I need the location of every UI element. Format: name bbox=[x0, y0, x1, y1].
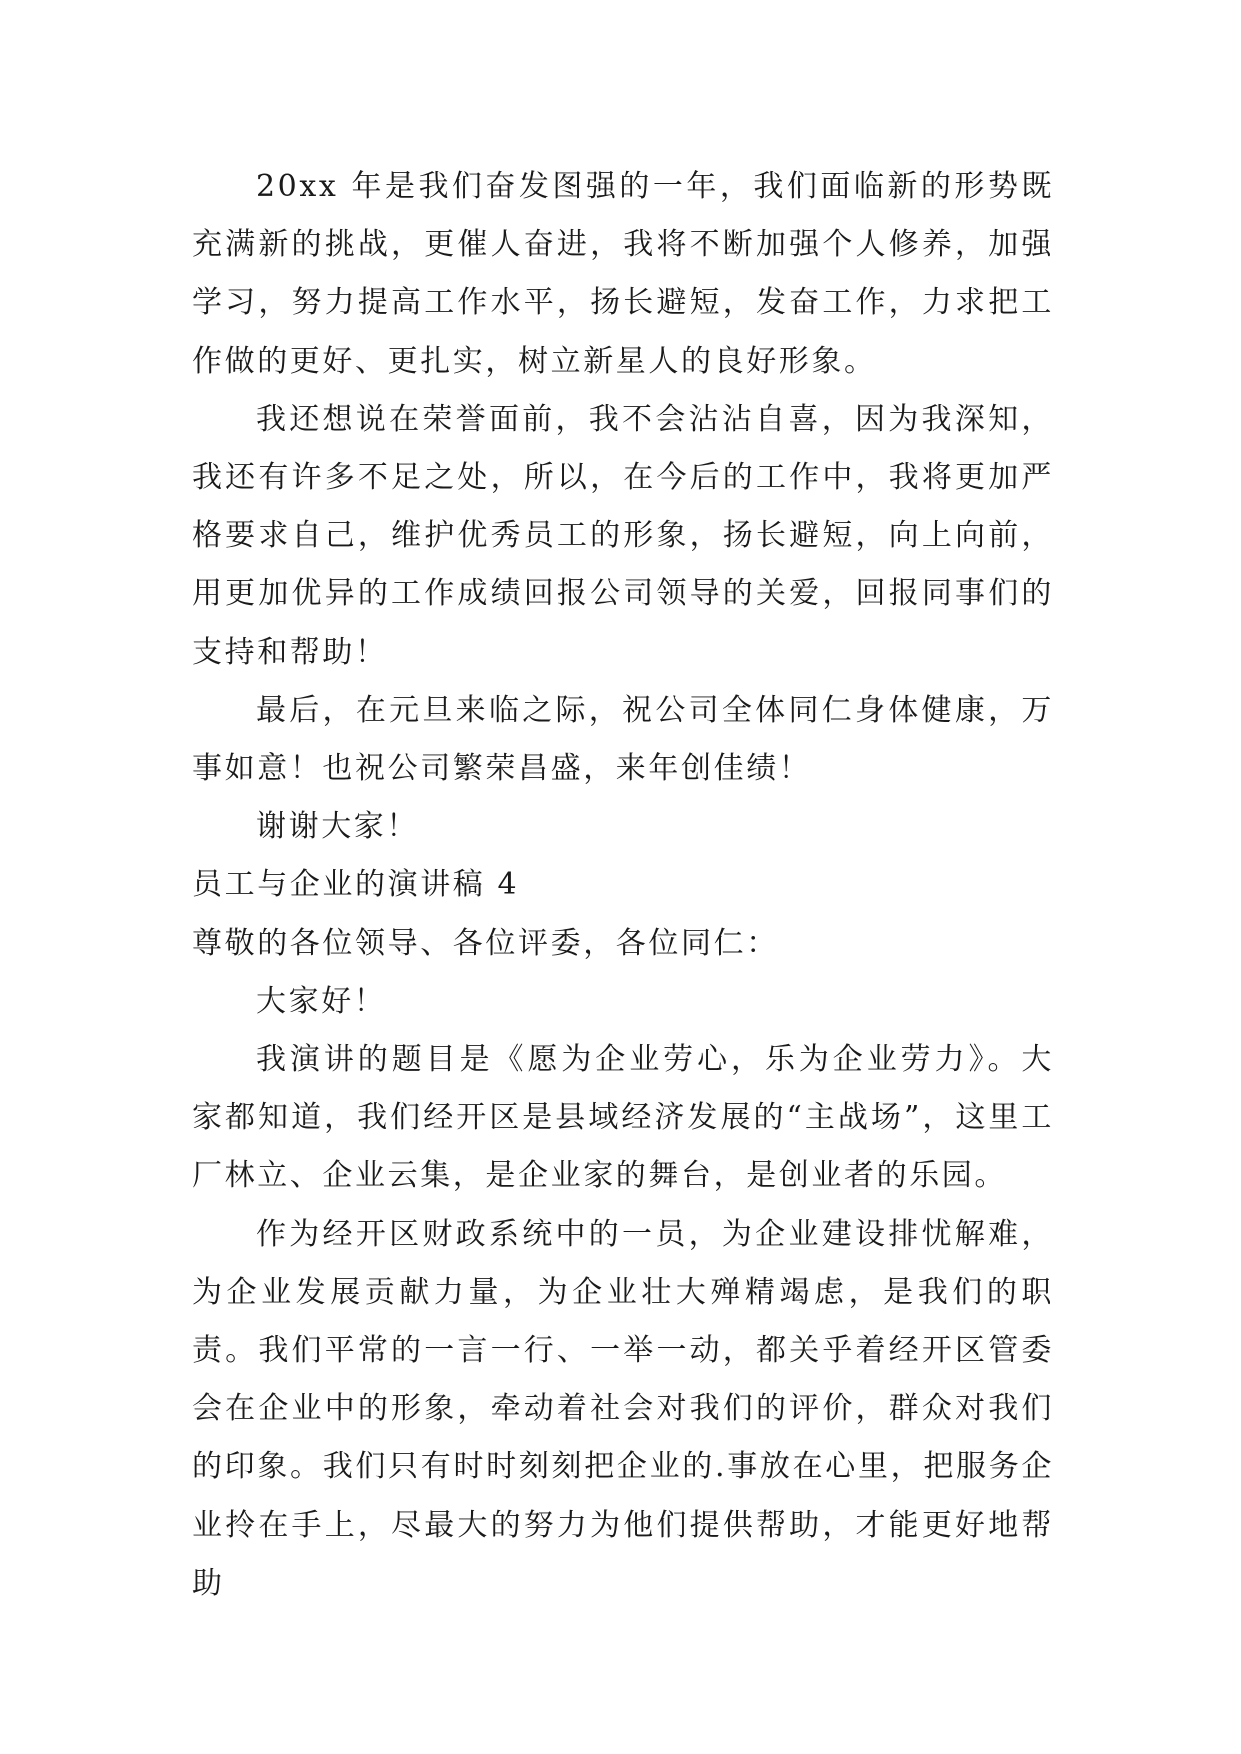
salutation: 尊敬的各位领导、各位评委，各位同仁： bbox=[192, 925, 779, 961]
paragraph-duty: 作为经开区财政系统中的一员，为企业建设排忧解难，为企业发展贡献力量，为企业壮大殚精竭虑，是我们的职责。我们平常的一言一行、一举一动，都关乎着经开区管委会在企业中的形象，牵动着社会对我们的评价，群众对我们的印象。我们只有时时刻刻把企业的.事放在心里，把服务企业拎在手上，尽最大的努力为他们提供帮助，才能更好地帮助 bbox=[192, 1216, 1054, 1601]
section-heading: 员工与企业的演讲稿 4 bbox=[192, 867, 520, 903]
document-page bbox=[192, 158, 1054, 1613]
paragraph-speech-topic: 我演讲的题目是《愿为企业劳心，乐为企业劳力》。大家都知道，我们经开区是县域经济发展的“主战场”，这里工厂林立、企业云集，是企业家的舞台，是创业者的乐园。 bbox=[192, 1042, 1054, 1194]
paragraph-new-year-wishes: 最后，在元旦来临之际，祝公司全体同仁身体健康，万事如意！也祝公司繁荣昌盛，来年创佳绩！ bbox=[192, 692, 1054, 787]
paragraph-new-year-goals: 20xx 年是我们奋发图强的一年，我们面临新的形势既充满新的挑战，更催人奋进，我将不断加强个人修养，加强学习，努力提高工作水平，扬长避短，发奋工作，力求把工作做的更好、更扎实，树立新星人的良好形象。 bbox=[192, 169, 1054, 379]
paragraph-thanks: 谢谢大家！ bbox=[256, 809, 419, 845]
greeting: 大家好！ bbox=[256, 983, 387, 1019]
paragraph-humility: 我还想说在荣誉面前，我不会沾沾自喜，因为我深知，我还有许多不足之处，所以，在今后的工作中，我将更加严格要求自己，维护优秀员工的形象，扬长避短，向上向前，用更加优异的工作成绩回报公司领导的关爱，回报同事们的支持和帮助！ bbox=[192, 401, 1054, 670]
